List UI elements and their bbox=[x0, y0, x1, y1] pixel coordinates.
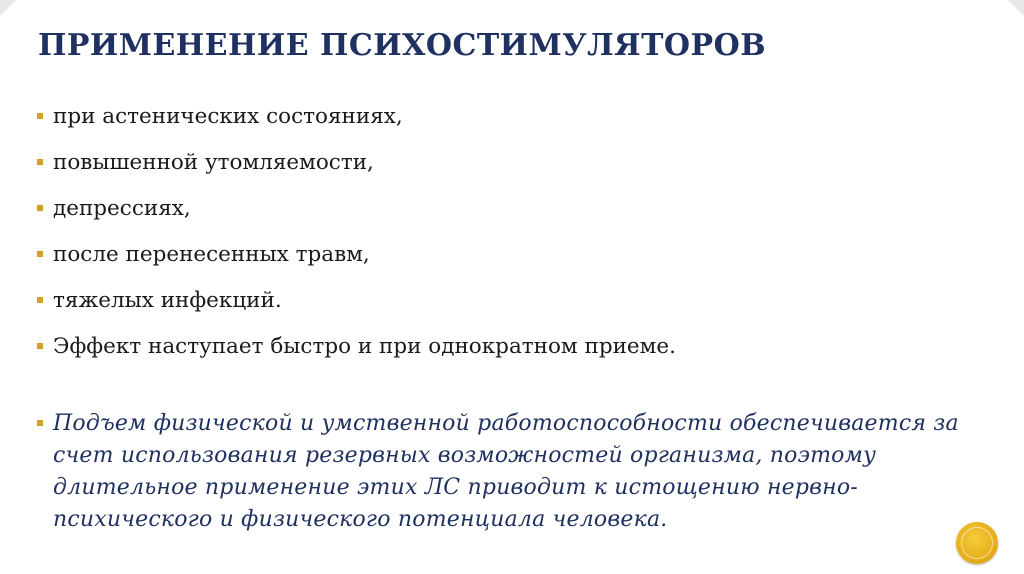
bullet-marker bbox=[37, 297, 43, 303]
bullet-text: Эффект наступает быстро и при однократном приеме. bbox=[53, 333, 676, 359]
bullet-text: повышенной утомляемости, bbox=[53, 149, 374, 175]
bullet-marker bbox=[37, 343, 43, 349]
note-paragraph bbox=[37, 408, 1012, 536]
bullet-marker bbox=[37, 251, 43, 257]
bullet-marker bbox=[37, 159, 43, 165]
bullet-marker bbox=[37, 205, 43, 211]
bullet-marker bbox=[37, 113, 43, 119]
corner-decoration bbox=[0, 0, 16, 16]
bullet-item bbox=[37, 277, 676, 323]
slide-nav-button[interactable] bbox=[956, 522, 998, 564]
corner-decoration bbox=[1008, 0, 1024, 16]
bullet-item bbox=[37, 231, 676, 277]
bullet-text: после перенесенных травм, bbox=[53, 241, 370, 267]
bullet-text: депрессиях, bbox=[53, 195, 191, 221]
slide-title: ПРИМЕНЕНИЕ ПСИХОСТИМУЛЯТОРОВ bbox=[38, 28, 767, 63]
bullet-text: тяжелых инфекций. bbox=[53, 287, 282, 313]
note-text: Подъем физической и умственной работоспособности обеспечивается за счет использования резервных возможностей организма, поэтому длительное применение этих ЛС приводит к истощению нервно-психического и физического потенциала человека. bbox=[53, 411, 959, 532]
bullet-item bbox=[37, 93, 676, 139]
bullet-marker bbox=[37, 420, 43, 426]
bullet-text: при астенических состояниях, bbox=[53, 103, 403, 129]
bullet-item bbox=[37, 139, 676, 185]
bullet-item bbox=[37, 323, 676, 369]
bullet-list bbox=[37, 93, 676, 369]
bullet-item bbox=[37, 185, 676, 231]
